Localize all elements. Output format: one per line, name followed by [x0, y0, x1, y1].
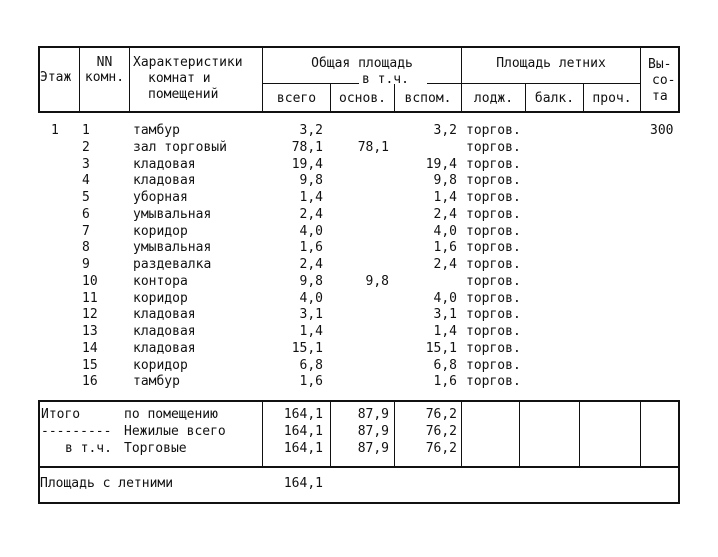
room-type-cell: торгов.: [466, 324, 521, 339]
room-no-cell: 7: [82, 223, 90, 239]
summary-right-cell: Нежилые всего: [124, 424, 226, 439]
col-main-header: основ.: [339, 91, 386, 106]
room-aux-cell: 15,1: [425, 340, 457, 356]
room-name-cell: умывальная: [133, 206, 212, 222]
summary-aux-cell: 76,2: [425, 424, 457, 439]
header-mid-line-right: [427, 83, 461, 84]
room-name-cell: коридор: [133, 290, 188, 306]
room-total-cell: 2,4: [299, 257, 323, 272]
header-sep-other: [640, 47, 641, 112]
col-incl-header: в т.ч.: [362, 72, 409, 87]
room-type-cell: торгов.: [466, 257, 521, 272]
room-total-cell: 1,6: [299, 240, 323, 256]
room-type-cell: торгов.: [466, 156, 521, 172]
room-no-cell: 13: [82, 324, 98, 339]
room-type-cell: торгов.: [466, 357, 521, 373]
summary-main-cell: 87,9: [357, 407, 389, 422]
room-no-cell: 14: [82, 340, 98, 356]
room-aux-cell: 4,0: [433, 223, 457, 239]
col-total-header: всего: [276, 91, 317, 106]
room-name-cell: кладовая: [133, 324, 196, 339]
room-aux-cell: 1,4: [433, 324, 457, 339]
summary-sep-other: [640, 401, 641, 467]
room-name-cell: кладовая: [133, 173, 196, 189]
header-mid-line-left: [263, 83, 359, 84]
summary-left-cell: Итого: [41, 407, 81, 422]
col-floor-header: Этаж: [40, 70, 72, 85]
room-type-cell: торгов.: [466, 223, 521, 239]
room-total-cell: 1,4: [299, 190, 323, 205]
col-height-header-3: та: [652, 89, 668, 104]
summary-sep-balcony: [579, 401, 580, 467]
room-type-cell: торгов.: [466, 139, 521, 155]
footer-right-border: [678, 467, 680, 504]
summary-right-border: [678, 400, 680, 468]
room-total-cell: 19,4: [291, 156, 323, 172]
room-type-cell: торгов.: [466, 123, 521, 138]
room-aux-cell: 19,4: [425, 156, 457, 172]
room-name-cell: тамбур: [133, 123, 180, 138]
room-no-cell: 1: [82, 123, 90, 138]
col-loggia-header: лодж.: [473, 91, 514, 106]
room-total-cell: 3,1: [299, 307, 323, 323]
room-aux-cell: 3,1: [433, 307, 457, 323]
room-no-cell: 16: [82, 374, 98, 390]
header-right-border: [678, 46, 680, 113]
col-height-header-2: со-: [652, 73, 676, 88]
col-height-header-1: Вы-: [648, 57, 672, 72]
room-main-cell: 78,1: [357, 139, 389, 155]
room-total-cell: 1,4: [299, 324, 323, 339]
room-total-cell: 9,8: [299, 273, 323, 289]
room-type-cell: торгов.: [466, 290, 521, 306]
col-char-header-3: помещений: [148, 87, 219, 102]
summary-top-border: [38, 400, 679, 402]
summary-right-cell: по помещению: [124, 407, 218, 422]
room-aux-cell: 3,2: [433, 123, 457, 138]
col-roomno-header-2: комн.: [84, 70, 125, 85]
height-value: 300: [650, 123, 674, 138]
room-type-cell: торгов.: [466, 173, 521, 189]
room-name-cell: уборная: [133, 190, 188, 205]
col-balcony-header: балк.: [534, 91, 575, 106]
col-roomno-header-1: NN: [96, 55, 113, 70]
room-total-cell: 4,0: [299, 290, 323, 306]
footer-value: 164,1: [283, 476, 323, 491]
room-no-cell: 11: [82, 290, 98, 306]
header-top-border: [38, 46, 679, 48]
room-total-cell: 9,8: [299, 173, 323, 189]
room-aux-cell: 4,0: [433, 290, 457, 306]
col-total-area-header: Общая площадь: [311, 56, 413, 71]
floor-number: 1: [51, 123, 59, 138]
room-name-cell: умывальная: [133, 240, 212, 256]
col-char-header-2: комнат и: [148, 71, 211, 86]
summary-main-cell: 87,9: [357, 424, 389, 439]
col-char-header-1: Характеристики: [133, 55, 243, 70]
footer-bottom-border: [38, 502, 679, 504]
summary-left-cell: ---------: [41, 424, 112, 439]
room-type-cell: торгов.: [466, 273, 521, 289]
summary-bottom-border: [38, 466, 679, 468]
room-type-cell: торгов.: [466, 190, 521, 205]
summary-total-cell: 164,1: [283, 441, 323, 456]
room-type-cell: торгов.: [466, 240, 521, 256]
header-summer-line: [462, 83, 640, 84]
room-no-cell: 3: [82, 156, 90, 172]
room-no-cell: 10: [82, 273, 98, 289]
room-total-cell: 3,2: [299, 123, 323, 138]
room-aux-cell: 9,8: [433, 173, 457, 189]
room-main-cell: 9,8: [365, 273, 389, 289]
header-sep-roomno: [129, 47, 130, 112]
col-aux-header: вспом.: [404, 91, 452, 106]
summary-left-border: [38, 400, 40, 468]
room-no-cell: 12: [82, 307, 98, 323]
room-total-cell: 1,6: [299, 374, 323, 390]
footer-label: Площадь с летними: [40, 476, 174, 491]
room-name-cell: коридор: [133, 223, 188, 239]
room-total-cell: 6,8: [299, 357, 323, 373]
summary-sep-aux: [461, 401, 462, 467]
room-aux-cell: 1,4: [433, 190, 457, 205]
room-name-cell: кладовая: [133, 307, 196, 323]
room-no-cell: 2: [82, 139, 90, 155]
summary-sep-loggia: [519, 401, 520, 467]
room-total-cell: 15,1: [291, 340, 323, 356]
summary-left-cell: в т.ч.: [65, 441, 112, 456]
room-name-cell: тамбур: [133, 374, 180, 390]
room-no-cell: 15: [82, 357, 98, 373]
room-no-cell: 9: [82, 257, 90, 272]
room-name-cell: кладовая: [133, 156, 196, 172]
col-other-header: проч.: [592, 91, 632, 106]
summary-right-cell: Торговые: [124, 441, 187, 456]
room-total-cell: 78,1: [291, 139, 323, 155]
room-name-cell: коридор: [133, 357, 188, 373]
room-type-cell: торгов.: [466, 374, 521, 390]
room-aux-cell: 2,4: [433, 206, 457, 222]
room-type-cell: торгов.: [466, 206, 521, 222]
room-total-cell: 2,4: [299, 206, 323, 222]
room-no-cell: 6: [82, 206, 90, 222]
col-summer-header: Площадь летних: [496, 56, 606, 71]
room-aux-cell: 1,6: [433, 374, 457, 390]
room-name-cell: контора: [133, 273, 188, 289]
room-type-cell: торгов.: [466, 307, 521, 323]
room-total-cell: 4,0: [299, 223, 323, 239]
room-no-cell: 5: [82, 190, 90, 205]
summary-main-cell: 87,9: [357, 441, 389, 456]
room-no-cell: 4: [82, 173, 90, 189]
summary-aux-cell: 76,2: [425, 407, 457, 422]
room-aux-cell: 1,6: [433, 240, 457, 256]
summary-aux-cell: 76,2: [425, 441, 457, 456]
summary-total-cell: 164,1: [283, 424, 323, 439]
room-name-cell: раздевалка: [133, 257, 212, 272]
room-aux-cell: 6,8: [433, 357, 457, 373]
room-name-cell: зал торговый: [133, 139, 227, 155]
summary-total-cell: 164,1: [283, 407, 323, 422]
room-type-cell: торгов.: [466, 340, 521, 356]
room-aux-cell: 2,4: [433, 257, 457, 272]
room-name-cell: кладовая: [133, 340, 196, 356]
room-no-cell: 8: [82, 240, 90, 256]
